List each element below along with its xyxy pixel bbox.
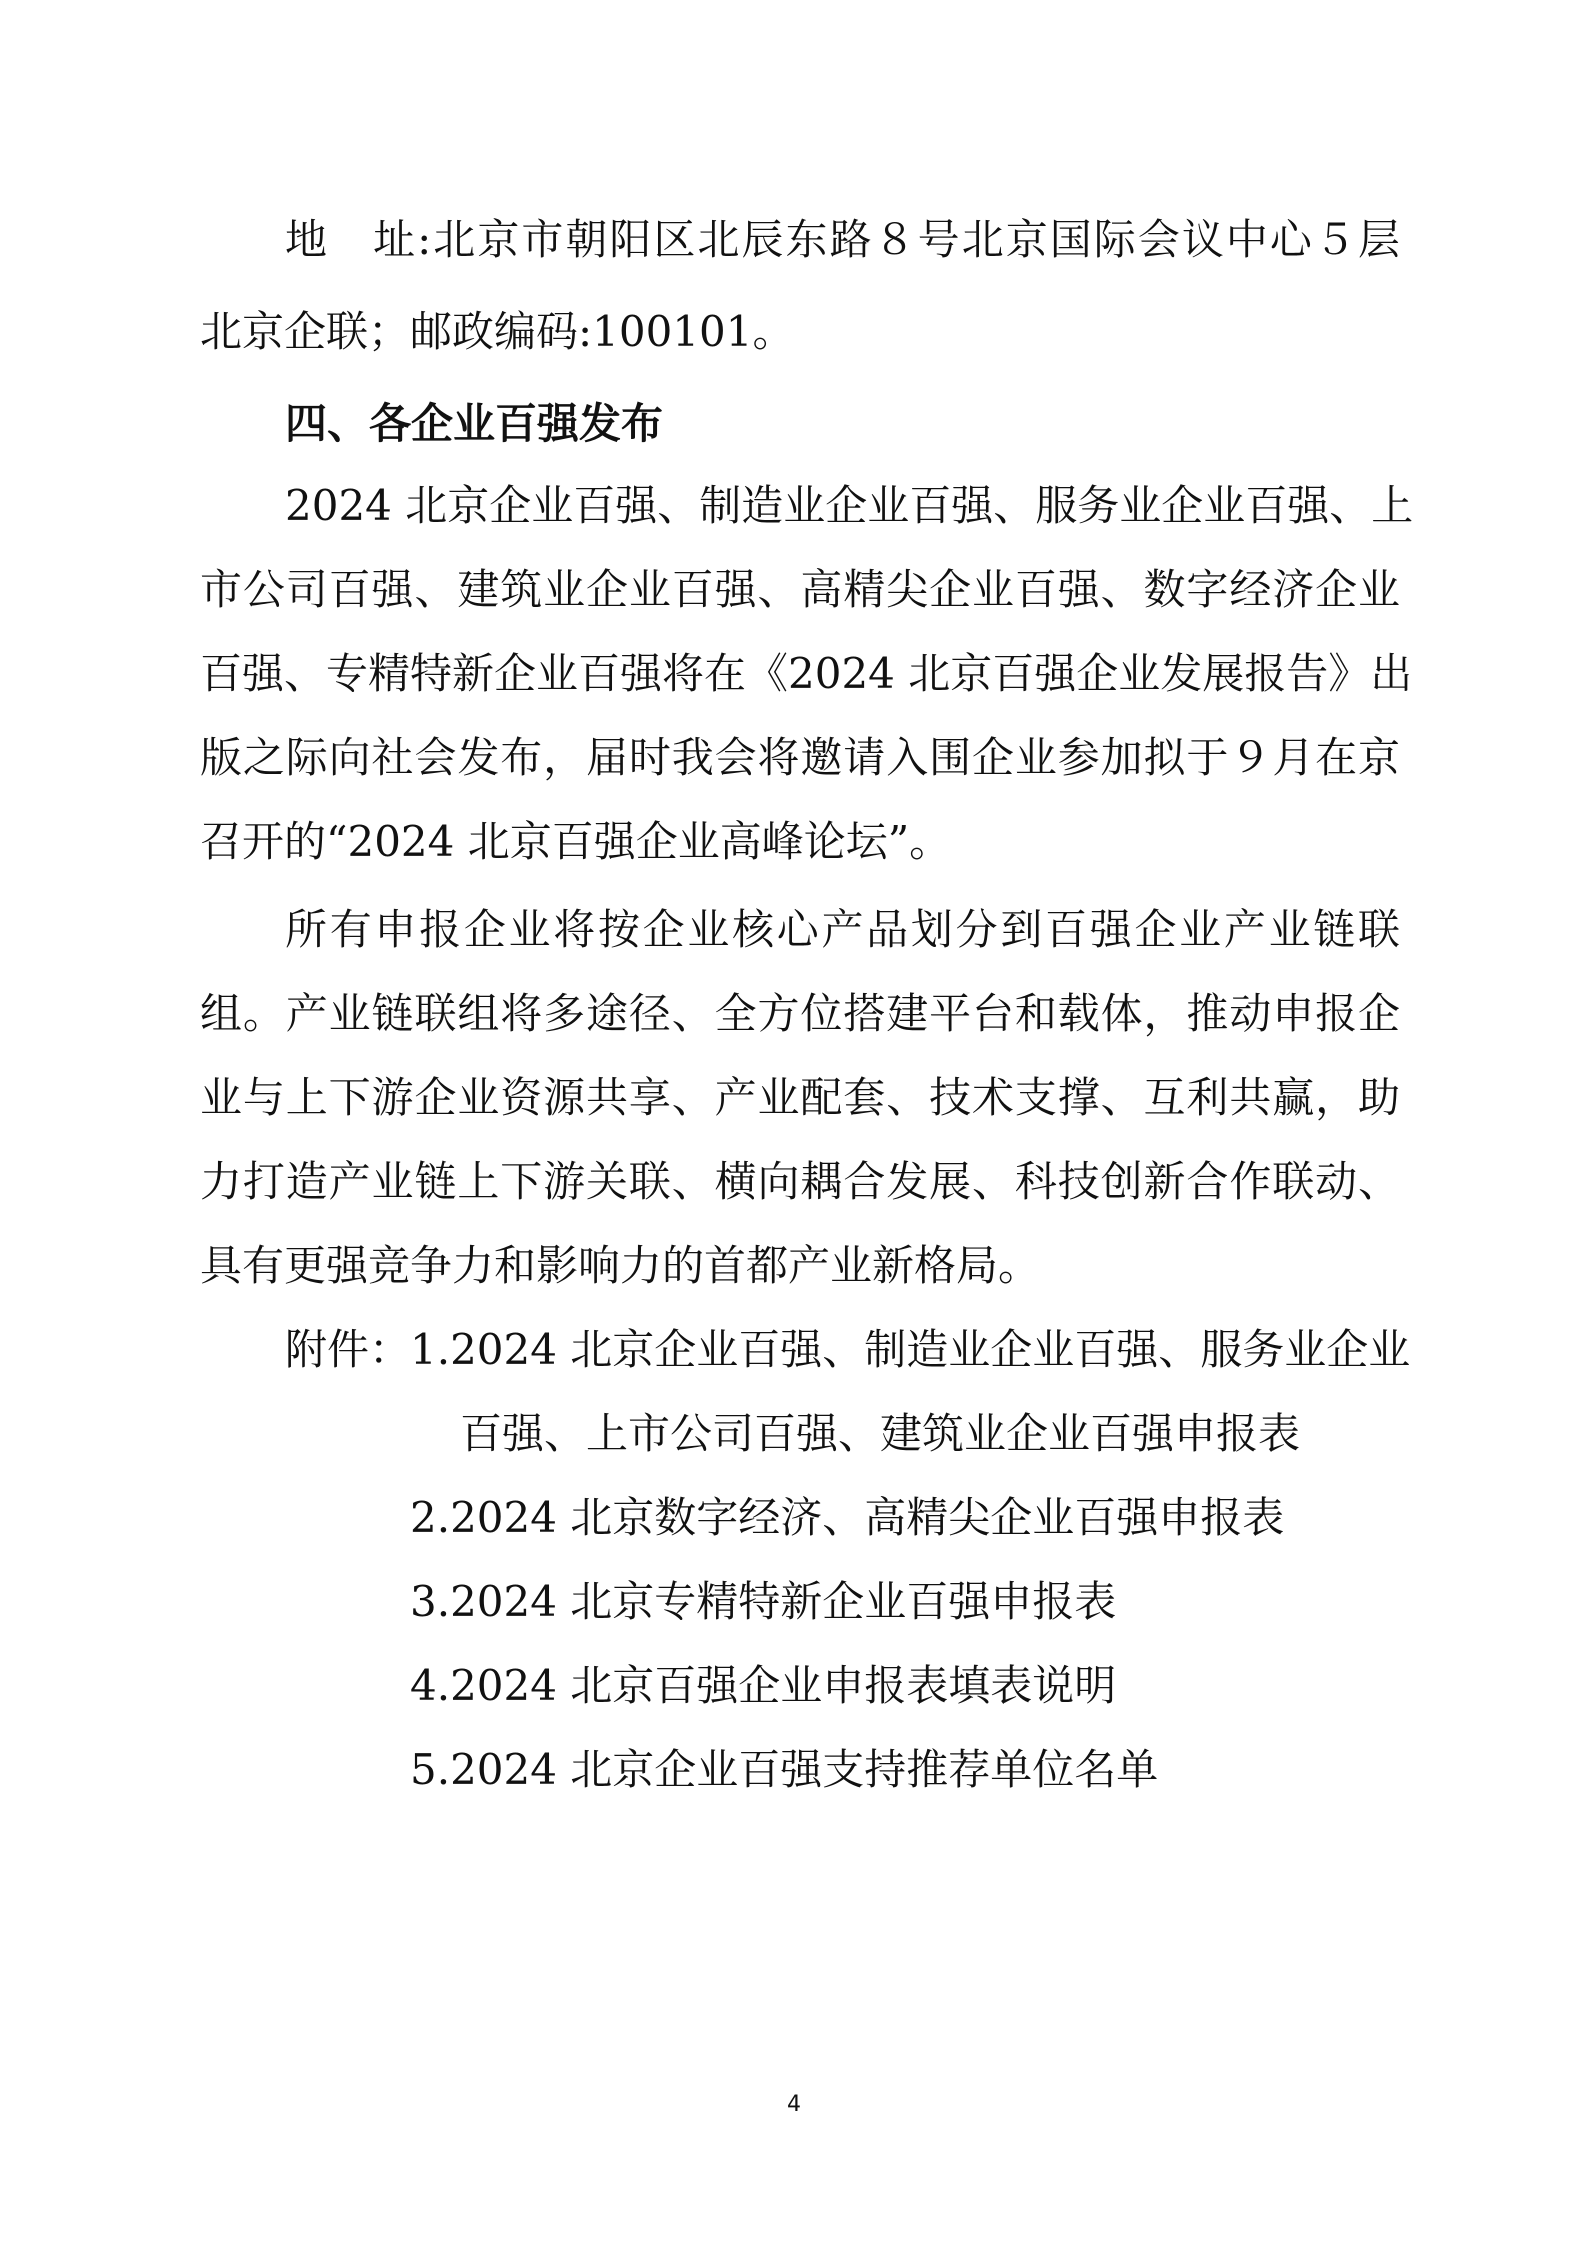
address-line-2: 北京企联；邮政编码:100101。 (200, 307, 795, 356)
attachment-item: 2.2024 北京数字经济、高精尖企业百强申报表 (410, 1493, 1285, 1542)
paragraph-1-line: 2024 北京企业百强、制造业企业百强、服务业企业百强、上 (285, 481, 1414, 530)
attachments-label: 附件： (285, 1325, 412, 1374)
page-number: 4 (787, 2092, 801, 2117)
paragraph-2-line: 具有更强竞争力和影响力的首都产业新格局。 (200, 1241, 1041, 1290)
section-heading: 四、各企业百强发布 (285, 399, 664, 448)
attachment-item: 1.2024 北京企业百强、制造业企业百强、服务业企业 (410, 1325, 1411, 1374)
paragraph-2-line: 组。产业链联组将多途径、全方位搭建平台和载体，推动申报企 (200, 989, 1400, 1038)
paragraph-1-line: 召开的“2024 北京百强企业高峰论坛”。 (200, 817, 952, 866)
attachment-item: 4.2024 北京百强企业申报表填表说明 (410, 1661, 1117, 1710)
address-line-1: 地 址:北京市朝阳区北辰东路８号北京国际会议中心５层 (285, 215, 1400, 264)
paragraph-2-line: 所有申报企业将按企业核心产品划分到百强企业产业链联 (285, 905, 1400, 954)
paragraph-2-line: 力打造产业链上下游关联、横向耦合发展、科技创新合作联动、 (200, 1157, 1400, 1206)
paragraph-2-line: 业与上下游企业资源共享、产业配套、技术支撑、互利共赢，助 (200, 1073, 1400, 1122)
paragraph-1-line: 版之际向社会发布，届时我会将邀请入围企业参加拟于９月在京 (200, 733, 1400, 782)
paragraph-1-line: 百强、专精特新企业百强将在《2024 北京百强企业发展报告》出 (200, 649, 1413, 698)
attachment-item-continuation: 百强、上市公司百强、建筑业企业百强申报表 (460, 1409, 1301, 1458)
paragraph-1-line: 市公司百强、建筑业企业百强、高精尖企业百强、数字经济企业 (200, 565, 1400, 614)
attachment-item: 3.2024 北京专精特新企业百强申报表 (410, 1577, 1117, 1626)
attachment-item: 5.2024 北京企业百强支持推荐单位名单 (410, 1745, 1159, 1794)
